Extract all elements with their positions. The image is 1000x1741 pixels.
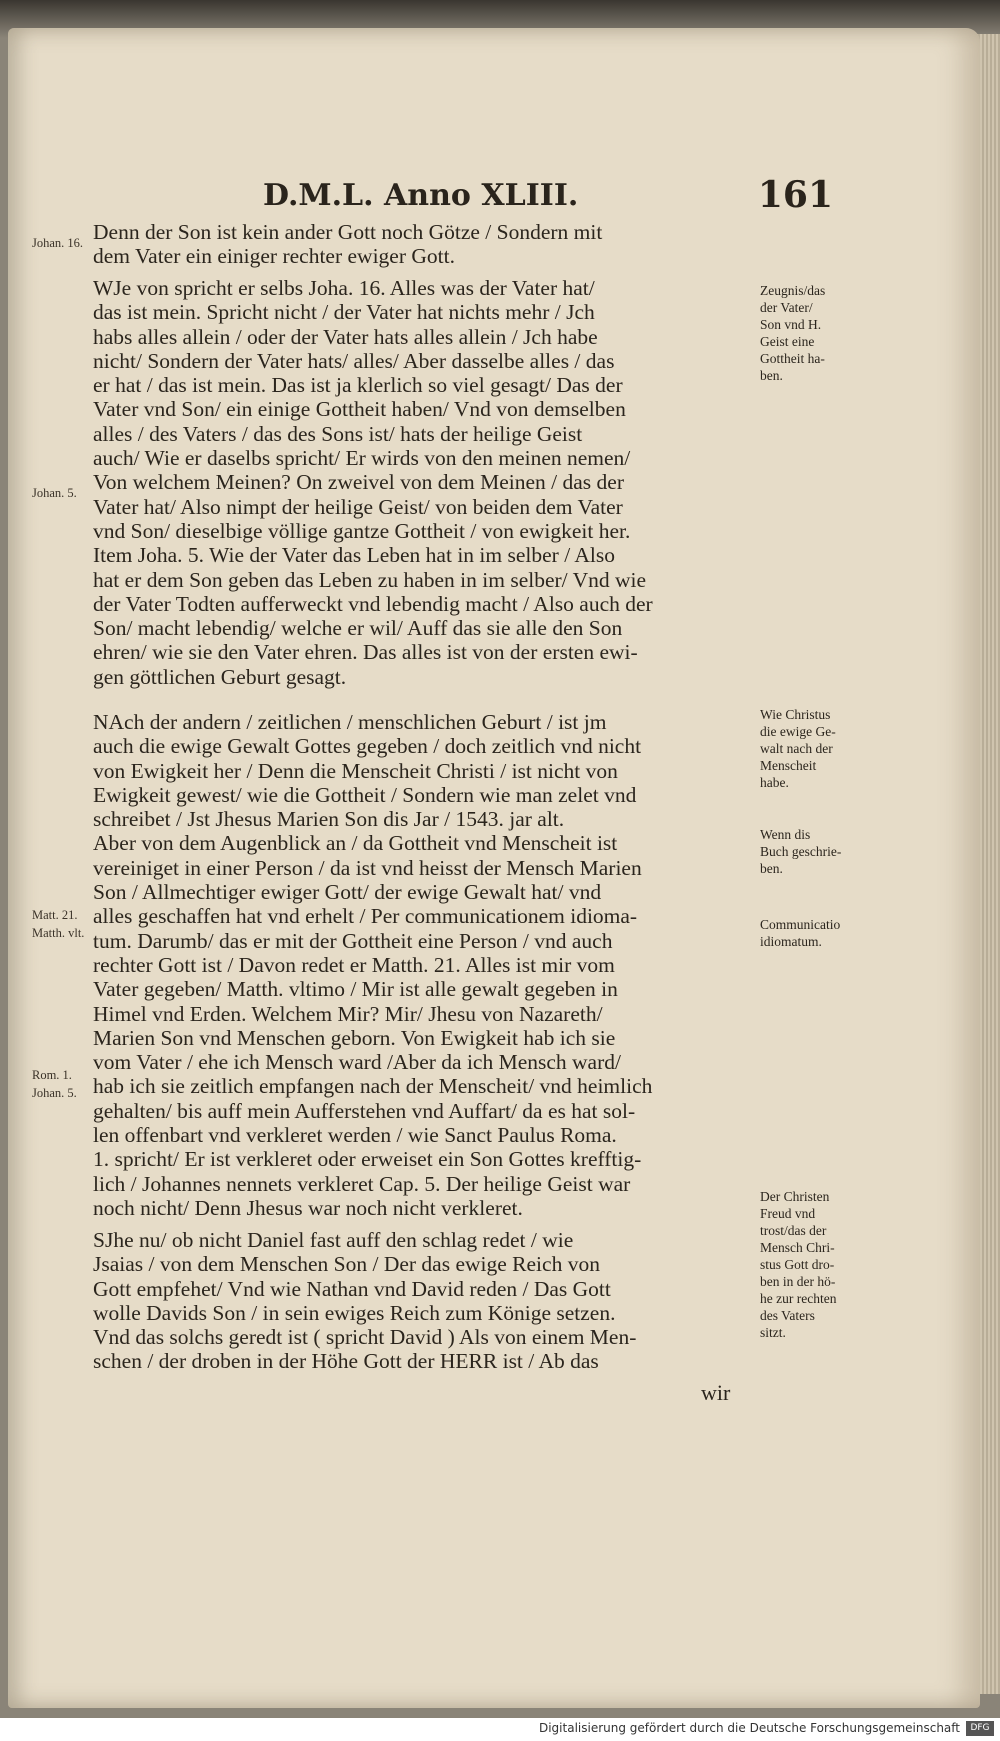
note-line: Freud vnd (760, 1206, 816, 1221)
text-line: Von welchem Meinen? On zweivel von dem Meinen / das der (93, 470, 624, 495)
note-line: sitzt. (760, 1325, 786, 1340)
text-line: schreibet / Jst Jhesus Marien Son dis Jar / 1543. jar alt. (93, 807, 565, 832)
note-line: Communicatio (760, 917, 841, 932)
note-line: Wenn dis (760, 827, 811, 842)
text-line: len offenbart vnd verkleret werden / wie Sanct Paulus Roma. (93, 1123, 617, 1148)
book-page (8, 28, 980, 1708)
footer-credit: Digitalisierung gefördert durch die Deutsche Forschungsgemeinschaft (538, 1721, 960, 1735)
note-line: Wie Christus (760, 707, 831, 722)
dfg-logo: DFG (966, 1721, 994, 1736)
note-line: Zeugnis/das (760, 283, 826, 298)
text-line: gehalten/ bis auff mein Aufferstehen vnd Auffart/ da es hat sol- (93, 1098, 636, 1123)
text-line: hab ich sie zeitlich empfangen nach der Menscheit/ vnd heimlich (93, 1074, 653, 1099)
text-line: Jsaias / von dem Menschen Son / Der das ewige Reich von (93, 1252, 600, 1277)
text-line: Vnd das solchs geredt ist ( spricht David ) Als von einem Men- (93, 1325, 637, 1350)
paragraph-3 (93, 710, 753, 1220)
text-line: Aber von dem Augenblick an / da Gottheit vnd Menscheit ist (93, 831, 618, 856)
text-line: gen göttlichen Geburt gesagt. (93, 664, 347, 689)
text-line: Denn der Son ist kein ander Gott noch Götze / Sondern mit (93, 220, 603, 244)
text-line: dem Vater ein einiger rechter ewiger Gott. (93, 244, 455, 269)
note-line: Son vnd H. (760, 317, 822, 332)
paragraph-1 (93, 220, 753, 269)
note-line: des Vaters (760, 1308, 815, 1323)
margin-note-right (760, 706, 880, 791)
text-line: ehren/ wie sie den Vater ehren. Das alles ist von der ersten ewi- (93, 640, 638, 665)
text-line: Son / Allmechtiger ewiger Gott/ der ewige Gewalt hat/ vnd (93, 880, 602, 905)
text-line: Himel vnd Erden. Welchem Mir? Mir/ Jhesu von Nazareth/ (93, 1001, 603, 1026)
text-line: Vater hat/ Also nimpt der heilige Geist/ von beiden dem Vater (93, 494, 623, 519)
note-line: he zur rechten (760, 1291, 837, 1306)
note-line: der Vater/ (760, 300, 813, 315)
text-line: nicht/ Sondern der Vater hats/ alles/ Aber dasselbe alles / das (93, 348, 615, 373)
text-line: wolle Davids Son / in sein ewiges Reich zum Könige setzen. (93, 1300, 616, 1325)
text-line: der Vater Todten aufferweckt vnd lebendig macht / Also auch der (93, 591, 653, 616)
note-line: ben. (760, 368, 783, 383)
note-line: Gottheit ha- (760, 351, 825, 366)
note-line: Buch geschrie- (760, 844, 842, 859)
note-line: Menscheit (760, 758, 817, 773)
margin-ref-left: Johan. 5. (32, 486, 77, 500)
text-line: WJe von spricht er selbs Joha. 16. Alles was der Vater hat/ (93, 276, 595, 300)
text-line: 1. spricht/ Er ist verkleret oder erweiset ein Son Gottes krefftig- (93, 1147, 642, 1172)
text-line: Item Joha. 5. Wie der Vater das Leben hat in im selber / Also (93, 543, 615, 568)
margin-ref-left: Rom. 1. (32, 1068, 72, 1082)
text-line: alles geschaffen hat vnd erhelt / Per communicationem idioma- (93, 904, 638, 929)
running-title: D.M.L. Anno XLIII. (263, 178, 579, 213)
text-line: Gott empfehet/ Vnd wie Nathan vnd David reden / Das Gott (93, 1276, 611, 1301)
text-line: NAch der andern / zeitlichen / menschlichen Geburt / ist jm (93, 710, 607, 734)
note-line: Mensch Chri- (760, 1240, 835, 1255)
text-line: Vater gegeben/ Matth. vltimo / Mir ist alle gewalt gegeben in (93, 977, 618, 1002)
text-line: auch die ewige Gewalt Gottes gegeben / doch zeitlich vnd nicht (93, 734, 642, 759)
note-line: habe. (760, 775, 789, 790)
text-line: von Ewigkeit her / Denn die Menscheit Christi / ist nicht von (93, 758, 618, 783)
text-line: vnd Son/ dieselbige völlige gantze Gottheit / von ewigkeit her. (93, 518, 631, 543)
text-line: auch/ Wie er daselbs spricht/ Er wirds von den meinen nemen/ (93, 446, 631, 471)
margin-ref-left: Matth. vlt. (32, 926, 85, 940)
text-line: Marien Son vnd Menschen geborn. Von Ewigkeit hab ich sie (93, 1025, 616, 1050)
note-line: ben in der hö- (760, 1274, 836, 1289)
text-line: SJhe nu/ ob nicht Daniel fast auff den schlag redet / wie (93, 1228, 574, 1252)
note-line: Geist eine (760, 334, 815, 349)
note-line: stus Gott dro- (760, 1257, 835, 1272)
text-line: alles / des Vaters / das des Sons ist/ hats der heilige Geist (93, 421, 583, 446)
running-header (263, 174, 833, 222)
note-line: trost/das der (760, 1223, 827, 1238)
text-line: tum. Darumb/ das er mit der Gottheit eine Person / vnd auch (93, 928, 613, 953)
text-line: habs alles allein / oder der Vater hats alles allein / Jch habe (93, 324, 598, 349)
text-line: das ist mein. Spricht nicht / der Vater hat nichts mehr / Jch (93, 300, 595, 325)
footer-bar (0, 1718, 1000, 1741)
margin-ref-left: Johan. 16. (32, 236, 84, 250)
text-line: Son/ macht lebendig/ welche er wil/ Auff das sie alle den Son (93, 616, 623, 641)
catchword: wir (701, 1380, 731, 1405)
note-line: ben. (760, 861, 783, 876)
margin-note-right (760, 1188, 880, 1341)
text-line: er hat / das ist mein. Das ist ja klerlich so viel gesagt/ Das der (93, 373, 623, 398)
margin-note-right (760, 826, 880, 877)
paragraph-4 (93, 1228, 753, 1374)
margin-ref-left: Johan. 5. (32, 1086, 77, 1100)
text-line: vereiniget in einer Person / da ist vnd heisst der Mensch Marien (93, 855, 642, 880)
margin-ref-left: Matt. 21. (32, 908, 78, 922)
text-line: vom Vater / ehe ich Mensch ward /Aber da ich Mensch ward/ (93, 1050, 621, 1075)
note-line: die ewige Ge- (760, 724, 836, 739)
margin-note-right (760, 916, 880, 950)
note-line: idiomatum. (760, 934, 822, 949)
text-line: hat er dem Son geben das Leben zu haben in im selber/ Vnd wie (93, 567, 647, 592)
text-line: Ewigkeit gewest/ wie die Gottheit / Sondern wie man zelet vnd (93, 782, 637, 807)
paragraph-2 (93, 276, 753, 689)
text-line: rechter Gott ist / Davon redet er Matth. 21. Alles ist mir vom (93, 952, 615, 977)
text-line: lich / Johannes nennets verkleret Cap. 5. Der heilige Geist war (93, 1171, 631, 1196)
text-line: noch nicht/ Denn Jhesus war noch nicht verkleret. (93, 1195, 523, 1220)
note-line: walt nach der (760, 741, 833, 756)
margin-note-right (760, 282, 880, 384)
text-line: schen / der droben in der Höhe Gott der HERR ist / Ab das (93, 1349, 599, 1374)
page-number: 161 (757, 174, 833, 216)
text-line: Vater vnd Son/ ein einige Gottheit haben/ Vnd von demselben (93, 397, 626, 422)
note-line: Der Christen (760, 1189, 830, 1204)
